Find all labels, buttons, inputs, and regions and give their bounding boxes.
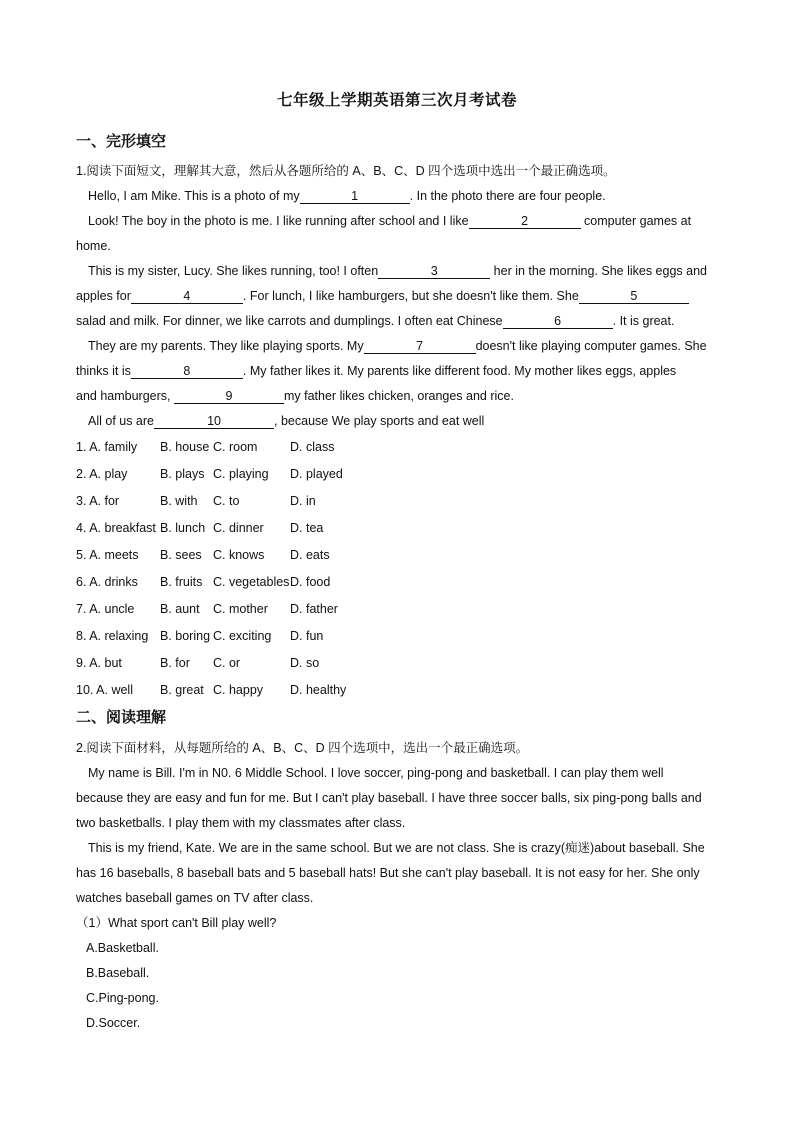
option-a[interactable]: 1. A. family	[76, 440, 138, 454]
option-c[interactable]: C. knows	[213, 548, 265, 562]
choice-d[interactable]: D.Soccer.	[86, 1016, 141, 1030]
blank-7[interactable]: 7	[364, 340, 476, 354]
option-b[interactable]: B. for	[160, 656, 190, 670]
option-d[interactable]: D. class	[290, 440, 335, 454]
option-d[interactable]: D. so	[290, 656, 320, 670]
option-d[interactable]: D. tea	[290, 521, 324, 535]
blank-10[interactable]: 10	[154, 415, 274, 429]
option-d[interactable]: D. fun	[290, 629, 324, 643]
option-a[interactable]: 6. A. drinks	[76, 575, 138, 589]
option-d[interactable]: D. eats	[290, 548, 330, 562]
option-b[interactable]: B. fruits	[160, 575, 203, 589]
option-a[interactable]: 3. A. for	[76, 494, 120, 508]
option-a[interactable]: 10. A. well	[76, 683, 133, 697]
option-b[interactable]: B. plays	[160, 467, 205, 481]
choice-a[interactable]: A.Basketball.	[86, 941, 159, 955]
option-c[interactable]: C. happy	[213, 683, 264, 697]
passage-line: home.	[76, 239, 111, 253]
option-b[interactable]: B. lunch	[160, 521, 206, 535]
blank-2[interactable]: 2	[469, 215, 581, 229]
option-d[interactable]: D. food	[290, 575, 331, 589]
passage-line: and hamburgers, 9 my father likes chicken, oranges and rice.	[76, 389, 514, 403]
reading-line: This is my friend, Kate. We are in the same school. But we are not class. She is crazy(痴迷)about baseball. She	[88, 841, 705, 855]
option-d[interactable]: D. played	[290, 467, 343, 481]
option-b[interactable]: B. boring	[160, 629, 211, 643]
choice-c[interactable]: C.Ping-pong.	[86, 991, 159, 1005]
option-c[interactable]: C. room	[213, 440, 258, 454]
option-b[interactable]: B. house	[160, 440, 210, 454]
reading-line: My name is Bill. I'm in N0. 6 Middle School. I love soccer, ping-pong and basketball. I can play them well	[88, 766, 664, 780]
option-b[interactable]: B. sees	[160, 548, 202, 562]
passage-line: All of us are 10 , because We play sports and eat well	[88, 414, 485, 428]
passage-line: This is my sister, Lucy. She likes running, too! I often 3 her in the morning. She likes eggs and	[88, 264, 707, 278]
passage-line: Look! The boy in the photo is me. I like running after school and I like 2 computer games at	[88, 214, 692, 228]
passage-line: salad and milk. For dinner, we like carrots and dumplings. I often eat Chinese 6 . It is great.	[76, 314, 675, 328]
option-c[interactable]: C. dinner	[213, 521, 264, 535]
choice-b[interactable]: B.Baseball.	[86, 966, 150, 980]
passage-line: apples for 4 . For lunch, I like hamburgers, but she doesn't like them. She 5	[76, 288, 721, 304]
option-b[interactable]: B. with	[160, 494, 198, 508]
blank-1[interactable]: 1	[300, 190, 410, 204]
reading-line: has 16 baseballs, 8 baseball bats and 5 baseball hats! But she can't play baseball. It is not easy for her. She only	[76, 866, 700, 880]
option-c[interactable]: C. or	[213, 656, 241, 670]
blank-5[interactable]: 5	[579, 290, 689, 304]
option-c[interactable]: C. exciting	[213, 629, 272, 643]
option-a[interactable]: 4. A. breakfast	[76, 521, 156, 535]
blank-8[interactable]: 8	[131, 365, 243, 379]
blank-3[interactable]: 3	[378, 265, 490, 279]
section2-instruction: 2.阅读下面材料，从每题所给的 A、B、C、D 四个选项中，选出一个最正确选项。	[76, 741, 529, 755]
section1-heading: 一、完形填空	[76, 132, 167, 150]
option-c[interactable]: C. to	[213, 494, 240, 508]
reading-line: two basketballs. I play them with my classmates after class.	[76, 816, 406, 830]
option-a[interactable]: 2. A. play	[76, 467, 128, 481]
option-d[interactable]: D. healthy	[290, 683, 347, 697]
page-title: 七年级上学期英语第三次月考试卷	[276, 90, 517, 109]
question-1: （1）What sport can't Bill play well?	[76, 916, 277, 930]
option-c[interactable]: C. vegetables	[213, 575, 290, 589]
option-c[interactable]: C. mother	[213, 602, 268, 616]
option-a[interactable]: 5. A. meets	[76, 548, 139, 562]
reading-line: watches baseball games on TV after class.	[76, 891, 314, 905]
blank-4[interactable]: 4	[131, 290, 243, 304]
section2-heading: 二、阅读理解	[76, 708, 167, 726]
blank-9[interactable]: 9	[174, 390, 284, 404]
section1-instruction: 1.阅读下面短文，理解其大意，然后从各题所给的 A、B、C、D 四个选项中选出一个最正确选项。	[76, 164, 616, 178]
reading-line: because they are easy and fun for me. But I can't play baseball. I have three soccer balls, six ping-pong balls and	[76, 791, 702, 805]
passage-line: Hello, I am Mike. This is a photo of my 1 . In the photo there are four people.	[88, 189, 606, 203]
option-d[interactable]: D. father	[290, 602, 338, 616]
option-d[interactable]: D. in	[290, 494, 316, 508]
option-a[interactable]: 8. A. relaxing	[76, 629, 149, 643]
option-b[interactable]: B. aunt	[160, 602, 200, 616]
blank-6[interactable]: 6	[503, 315, 613, 329]
passage-line: They are my parents. They like playing sports. My 7 doesn't like playing computer games. She	[88, 339, 707, 353]
option-b[interactable]: B. great	[160, 683, 204, 697]
option-a[interactable]: 7. A. uncle	[76, 602, 135, 616]
option-a[interactable]: 9. A. but	[76, 656, 122, 670]
passage-line: thinks it is 8 . My father likes it. My parents like different food. My mother likes eggs, apples	[76, 364, 677, 378]
option-c[interactable]: C. playing	[213, 467, 269, 481]
